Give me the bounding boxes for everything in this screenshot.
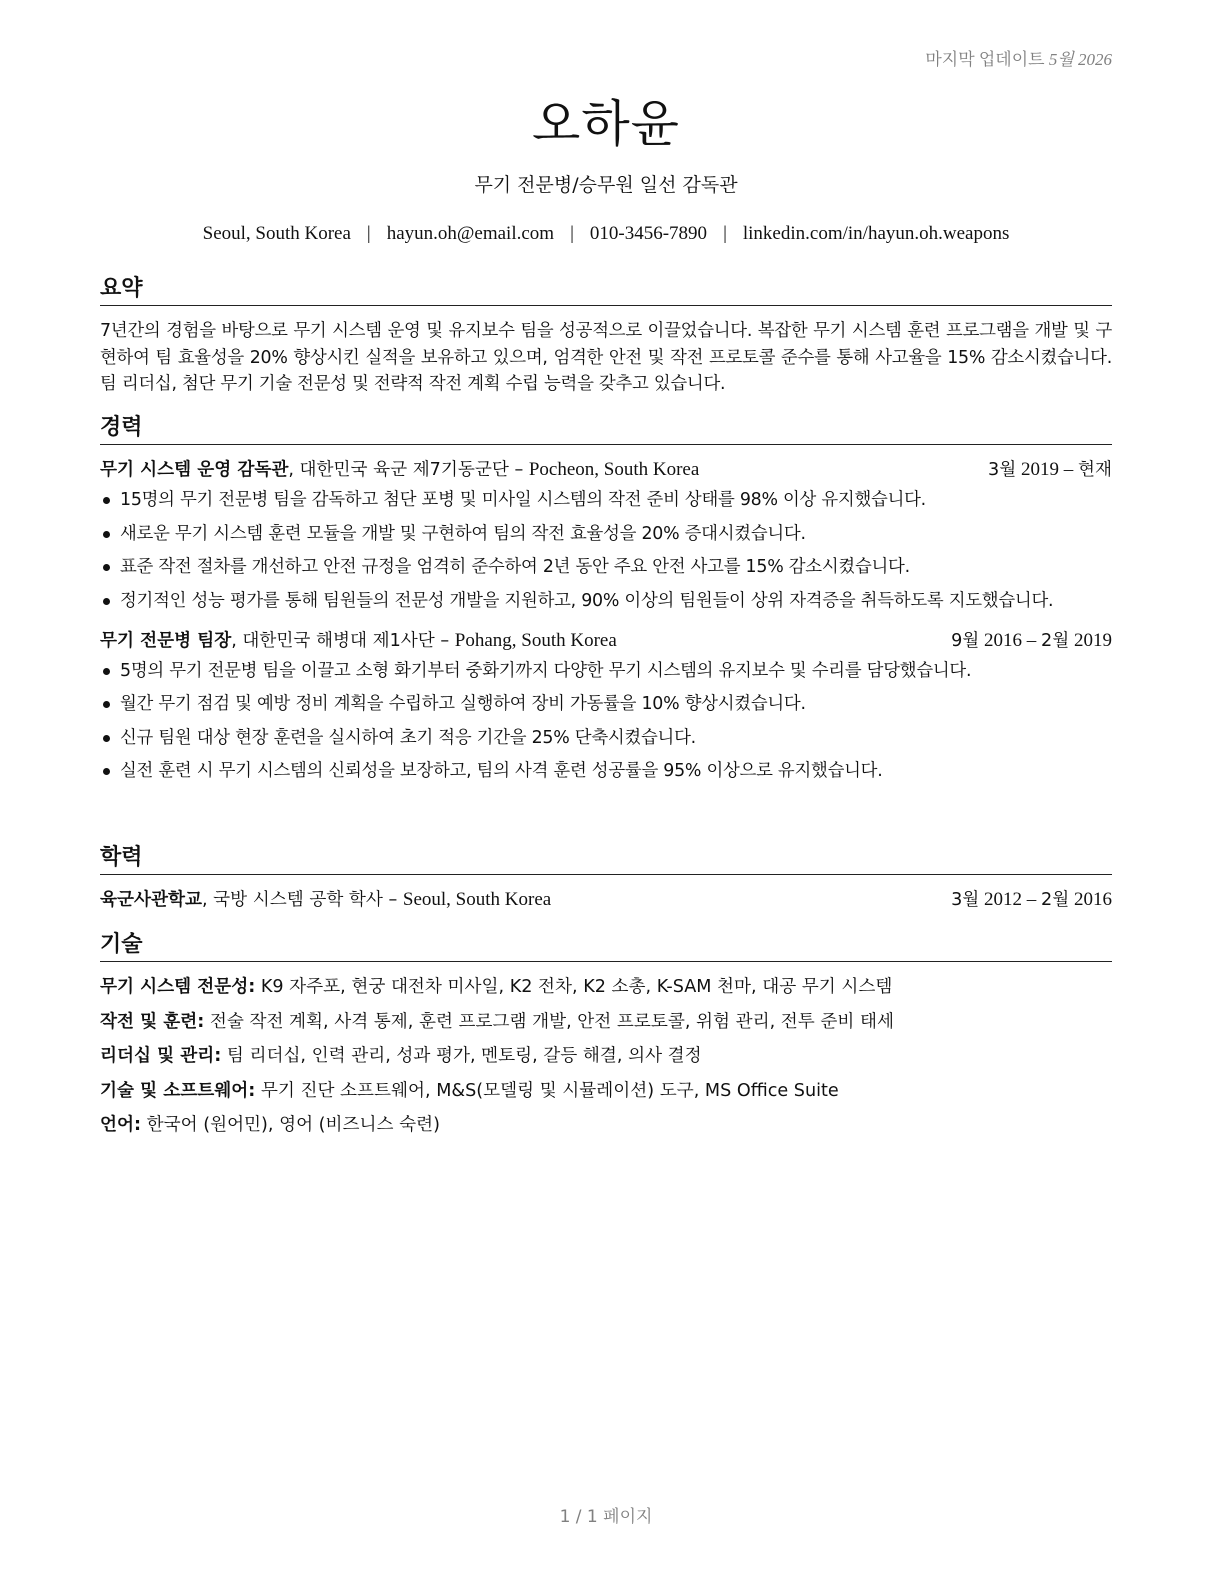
job-header <box>100 628 1112 654</box>
contact-email[interactable]: hayun.oh@email.com <box>386 223 555 244</box>
job-end: 2월 <box>1041 630 1070 651</box>
skill-label: 리더십 및 관리: <box>100 1046 222 1066</box>
job-bullets <box>100 487 1112 614</box>
job-end: 현재 <box>1078 460 1112 480</box>
contact-location: Seoul, South Korea <box>202 223 351 244</box>
skill-value: 전술 작전 계획, 사격 통제, 훈련 프로그램 개발, 안전 프로토콜, 위험 관리, 전투 준비 태세 <box>204 1011 894 1032</box>
section-title-summary: 요약 <box>100 275 1112 306</box>
contact-linkedin[interactable]: linkedin.com/in/hayun.oh.weapons <box>742 223 1010 244</box>
skill-label: 기술 및 소프트웨어: <box>100 1080 256 1101</box>
skills-section <box>100 931 1112 1147</box>
last-updated <box>925 45 1112 70</box>
job-organization: , 대한민국 육군 제7기동군단 – <box>288 460 529 480</box>
skill-value: 무기 진단 소프트웨어, M&S(모델링 및 시뮬레이션) 도구, MS Office Suite <box>255 1080 839 1101</box>
skill-label: 작전 및 훈련: <box>100 1011 205 1032</box>
experience-section <box>100 414 1112 792</box>
job-end-year: 2019 <box>1069 629 1112 651</box>
job-bullet: 월간 무기 점검 및 예방 정비 계획을 수립하고 실행하여 장비 가동률을 10% 향상시켰습니다. <box>100 691 1112 717</box>
section-title-experience: 경력 <box>100 414 1112 445</box>
resume-page <box>100 0 1112 1584</box>
education-end-month: 2월 <box>1041 890 1070 910</box>
skill-value: 팀 리더십, 인력 관리, 성과 평가, 멘토링, 갈등 해결, 의사 결정 <box>221 1046 702 1066</box>
section-title-skills: 기술 <box>100 931 1112 962</box>
job-bullet: 5명의 무기 전문병 팀을 이끌고 소형 화기부터 중화기까지 다양한 무기 시스템의 유지보수 및 수리를 담당했습니다. <box>100 658 1112 684</box>
job-org-line <box>100 628 617 654</box>
job-start-month: 9월 <box>951 630 980 651</box>
skill-row <box>100 1078 1112 1104</box>
job-entry <box>100 628 1112 785</box>
education-school: 육군사관학교 <box>100 890 202 910</box>
job-start-year: 2019 – <box>1016 459 1078 480</box>
skill-label: 무기 시스템 전문성: <box>100 977 256 997</box>
contact-separator: | <box>366 223 371 244</box>
candidate-headline: 무기 전문병/승무원 일선 감독관 <box>474 174 738 196</box>
skill-row <box>100 1112 1112 1138</box>
job-title: 무기 시스템 운영 감독관 <box>100 460 289 480</box>
education-section <box>100 844 1112 913</box>
skill-row <box>100 1043 1112 1069</box>
summary-section <box>100 275 1112 398</box>
job-org-line <box>100 457 699 483</box>
job-bullet: 15명의 무기 전문병 팀을 감독하고 첨단 포병 및 미사일 시스템의 작전 준비 상태를 98% 이상 유지했습니다. <box>100 487 1112 513</box>
contact-phone: 010-3456-7890 <box>589 223 708 244</box>
job-start-month: 3월 <box>988 460 1017 480</box>
job-bullet: 정기적인 성능 평가를 통해 팀원들의 전문성 개발을 지원하고, 90% 이상의 팀원들이 상위 자격증을 취득하도록 지도했습니다. <box>100 588 1112 614</box>
last-updated-year: 2026 <box>1078 50 1112 69</box>
education-start-month: 3월 <box>951 890 980 910</box>
education-school-line <box>100 887 551 913</box>
education-dates <box>951 887 1112 913</box>
job-bullet: 신규 팀원 대상 현장 훈련을 실시하여 초기 적응 기간을 25% 단축시켰습니다. <box>100 725 1112 751</box>
job-bullets <box>100 658 1112 785</box>
job-location: Pohang, South Korea <box>454 629 617 651</box>
job-bullet: 새로운 무기 시스템 훈련 모듈을 개발 및 구현하여 팀의 작전 효율성을 20% 증대시켰습니다. <box>100 521 1112 547</box>
job-title: 무기 전문병 팀장 <box>100 630 232 651</box>
skills-list <box>100 974 1112 1138</box>
job-entry <box>100 457 1112 614</box>
education-start-year: 2012 – <box>979 889 1042 910</box>
job-bullet: 표준 작전 절차를 개선하고 안전 규정을 엄격히 준수하여 2년 동안 주요 안전 사고를 15% 감소시켰습니다. <box>100 554 1112 580</box>
contact-line <box>100 223 1112 245</box>
skill-value: 한국어 (원어민), 영어 (비즈니스 숙련) <box>141 1115 440 1135</box>
education-location: Seoul, South Korea <box>402 889 552 910</box>
job-dates <box>988 457 1112 483</box>
education-end-year: 2016 <box>1069 889 1112 910</box>
education-degree: , 국방 시스템 공학 학사 – <box>201 890 403 910</box>
skill-row <box>100 974 1112 1000</box>
page-number: 1 / 1 페이지 <box>559 1507 653 1527</box>
job-start-year: 2016 – <box>979 629 1042 651</box>
skill-value: K9 자주포, 현궁 대전차 미사일, K2 전차, K2 소총, K-SAM 천마, 대공 무기 시스템 <box>255 977 893 997</box>
skill-label: 언어: <box>100 1115 142 1135</box>
job-header <box>100 457 1112 483</box>
education-entry <box>100 887 1112 913</box>
skill-row <box>100 1009 1112 1035</box>
contact-separator: | <box>570 223 574 244</box>
section-title-education: 학력 <box>100 844 1112 875</box>
candidate-name: 오하윤 <box>532 95 680 153</box>
last-updated-label: 마지막 업데이트 <box>925 50 1045 69</box>
job-organization: , 대한민국 해병대 제1사단 – <box>231 630 455 651</box>
job-location: Pocheon, South Korea <box>528 459 700 480</box>
summary-text: 7년간의 경험을 바탕으로 무기 시스템 운영 및 유지보수 팀을 성공적으로 이끌었습니다. 복잡한 무기 시스템 훈련 프로그램을 개발 및 구현하여 팀 효율성을 20% 향상시킨 실적을 보유하고 있으며, 엄격한 안전 및 작전 프로토콜 준수를 통해 사고율을 15% 감소시켰습니다. 팀 리더십, 첨단 무기 기술 전문성 및 전략적 작전 계획 수립 능력을 갖추고 있습니다. <box>100 321 1113 394</box>
contact-separator: | <box>723 223 727 244</box>
last-updated-month: 5월 <box>1048 50 1074 69</box>
job-dates <box>951 628 1112 654</box>
job-bullet: 실전 훈련 시 무기 시스템의 신뢰성을 보장하고, 팀의 사격 훈련 성공률을 95% 이상으로 유지했습니다. <box>100 758 1112 784</box>
